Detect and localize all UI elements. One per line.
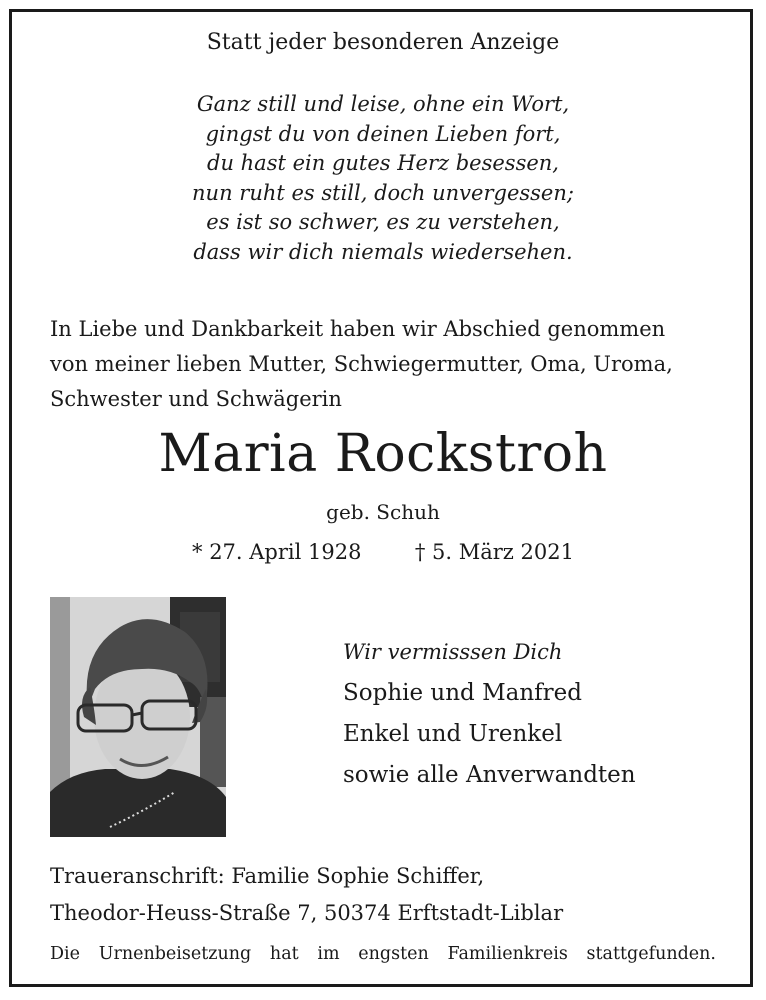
birth-date: * 27. April 1928: [192, 540, 362, 564]
intro-text: [50, 312, 673, 417]
mourner-line: sowie alle Anverwandten: [343, 762, 636, 788]
mourner-line: Sophie und Manfred: [343, 680, 582, 706]
deceased-name: Maria Rockstroh: [158, 424, 608, 484]
mourners-lead: Wir vermisssen Dich: [343, 640, 563, 664]
intro-line: Schwester und Schwägerin: [50, 387, 342, 411]
life-dates: [0, 540, 766, 564]
intro-line: In Liebe und Dankbarkeit haben wir Abschied genommen: [50, 317, 666, 341]
poem-line: nun ruht es still, doch unvergessen;: [192, 180, 574, 205]
mourners-block: [343, 632, 636, 796]
maiden-name: geb. Schuh: [326, 500, 440, 524]
poem-line: gingst du von deinen Lieben fort,: [205, 121, 561, 146]
poem-line: Ganz still und leise, ohne ein Wort,: [196, 92, 570, 116]
poem-line: du hast ein gutes Herz besessen,: [207, 151, 559, 175]
burial-note: Die Urnenbeisetzung hat im engsten Familienkreis stattgefunden.: [50, 944, 716, 964]
mourning-address: [50, 858, 563, 932]
portrait-photo: [50, 597, 226, 837]
address-line: Theodor-Heuss-Straße 7, 50374 Erftstadt-Liblar: [50, 901, 564, 925]
death-date: † 5. März 2021: [414, 540, 574, 564]
intro-line: von meiner lieben Mutter, Schwiegermutter, Oma, Uroma,: [50, 352, 673, 376]
poem-line: dass wir dich niemals wiedersehen.: [193, 239, 573, 264]
poem: [0, 90, 766, 267]
poem-line: es ist so schwer, es zu verstehen,: [206, 210, 560, 234]
mourner-line: Enkel und Urenkel: [343, 721, 563, 747]
address-line: Traueranschrift: Familie Sophie Schiffer,: [50, 864, 485, 888]
notice-heading: Statt jeder besonderen Anzeige: [206, 30, 560, 55]
